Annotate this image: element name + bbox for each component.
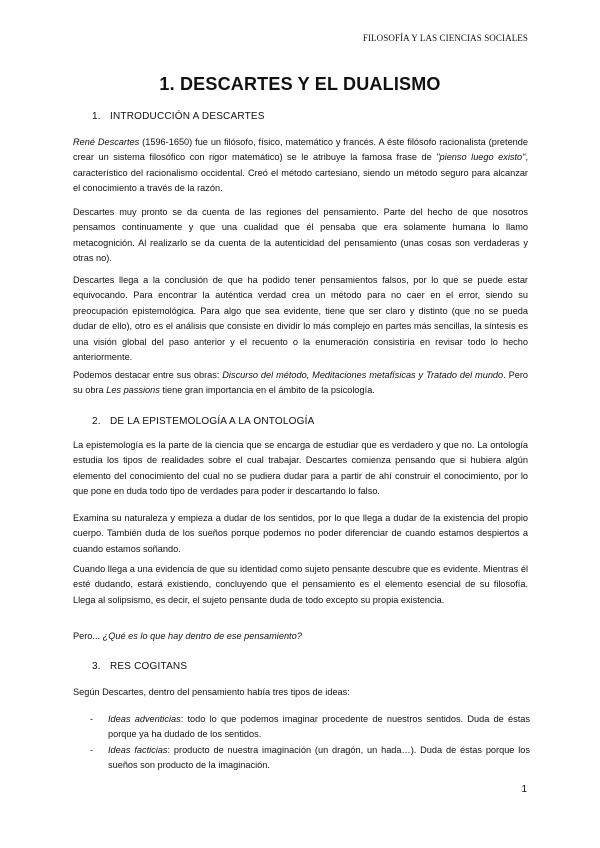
section-title: INTRODUCCIÓN A DESCARTES	[110, 111, 265, 122]
paragraph	[73, 629, 528, 644]
list-term: Ideas adventicias	[108, 714, 181, 724]
text-run: tiene gran importancia en el ámbito de la psicología.	[159, 385, 375, 396]
section-title: DE LA EPISTEMOLOGÍA A LA ONTOLOGÍA	[110, 416, 315, 427]
text-run: , característico del racionalismo occidental. Creó el método cartesiano, siendo un método seguro para alcanzar el conocimiento a través de la razón.	[73, 152, 528, 194]
works-list: Discurso del método, Meditaciones metafísicas y Tratado del mundo	[222, 370, 504, 380]
text-run: Pero...	[73, 631, 103, 641]
paragraph: La epistemología es la parte de la ciencia que se encarga de estudiar que es verdadero y que no. La ontología estudia los tipos de realidades sobre el cual trabajar. Descartes comienza pensando que si hubiera algún elemento del conocimiento del cual no se pudiera dudar para a partir de ahí construir el conocimiento, por lo que pone en duda todo tipo de verdades para poder ir descartando lo falso.	[73, 440, 528, 497]
section-heading-1	[92, 111, 265, 122]
section-number: 3.	[92, 661, 101, 672]
section-title: RES COGITANS	[110, 661, 188, 672]
question: ¿Qué es lo que hay dentro de ese pensamiento?	[102, 631, 302, 641]
bullet: -	[90, 714, 94, 724]
list-item	[90, 712, 530, 743]
quote: "pienso luego existo"	[436, 152, 526, 163]
work-title: Les passions	[106, 385, 160, 396]
text-run: (1596-1650) fue un filósofo, físico, matemático y francés. A éste filósofo racionalista (pretende crear un sistema filosófico con rigor matemático) se le atribuye la famosa frase de	[73, 137, 529, 163]
paragraph	[73, 368, 528, 399]
paragraph: Descartes llega a la conclusión de que ha podido tener pensamientos falsos, por lo que se puede estar equivocando. Para encontrar la auténtica verdad crea un método para no caer en el error, siendo su preocupación epistemológica. Para algo que sea evidente, tiene que ser claro y distinto (que no se pueda dudar de ello), otro es el análisis que consiste en dividir lo más complejo en partes más sencillas, la síntesis es una visión global del paso anterior y el recuento o la enumeración consistiría en revisar todo lo hecho anteriormente.	[73, 275, 528, 363]
list-text: : producto de nuestra imaginación (un dragón, un hada…). Duda de éstas porque los sueños son producto de la imaginación.	[108, 744, 531, 771]
page-title: 1. DESCARTES Y EL DUALISMO	[159, 74, 441, 94]
paragraph: Según Descartes, dentro del pensamiento había tres tipos de ideas:	[73, 687, 350, 697]
list-term: Ideas facticias	[108, 744, 168, 755]
running-header: FILOSOFÍA Y LAS CIENCIAS SOCIALES	[362, 33, 528, 43]
text-run: Podemos destacar entre sus obras:	[73, 370, 223, 380]
section-number: 2.	[92, 416, 101, 427]
paragraph	[73, 135, 528, 197]
idea-types-list	[90, 712, 530, 774]
section-number: 1.	[92, 111, 101, 122]
paragraph: Examina su naturaleza y empieza a dudar de los sentidos, por lo que llega a dudar de la existencia del propio cuerpo. También duda de los sueños porque podemos no poder diferenciar de cuando estamos despiertos a cuando estamos soñando.	[73, 513, 528, 554]
paragraph: Descartes muy pronto se da cuenta de las regiones del pensamiento. Parte del hecho de que nosotros pensamos continuamente y que una cualidad que él pensaba que era solamente humana lo llamo metacognición. Al realizarlo se da cuenta de la autenticidad del pensamiento (unas cosas son verdaderas y otras no).	[73, 207, 528, 264]
bullet: -	[90, 744, 94, 755]
list-text: : todo lo que podemos imaginar procedente de nuestros sentidos. Duda de éstas porque ya ha dudado de los sentidos.	[108, 714, 531, 740]
text-run: . Pero su obra	[73, 370, 529, 396]
author-name: René Descartes	[73, 137, 140, 147]
page-number: 1	[521, 784, 527, 795]
section-heading-2	[92, 416, 314, 427]
section-heading-3	[92, 661, 187, 672]
paragraph: Cuando llega a una evidencia de que su identidad como sujeto pensante descubre que es evidente. Mientras él esté dudando, estará existiendo, concluyendo que el pensamiento es el elemento esencial de su filosofía. Llega al solipsismo, es decir, el sujeto pensante duda de todo excepto su propia existencia.	[73, 564, 528, 605]
list-item	[90, 743, 530, 774]
